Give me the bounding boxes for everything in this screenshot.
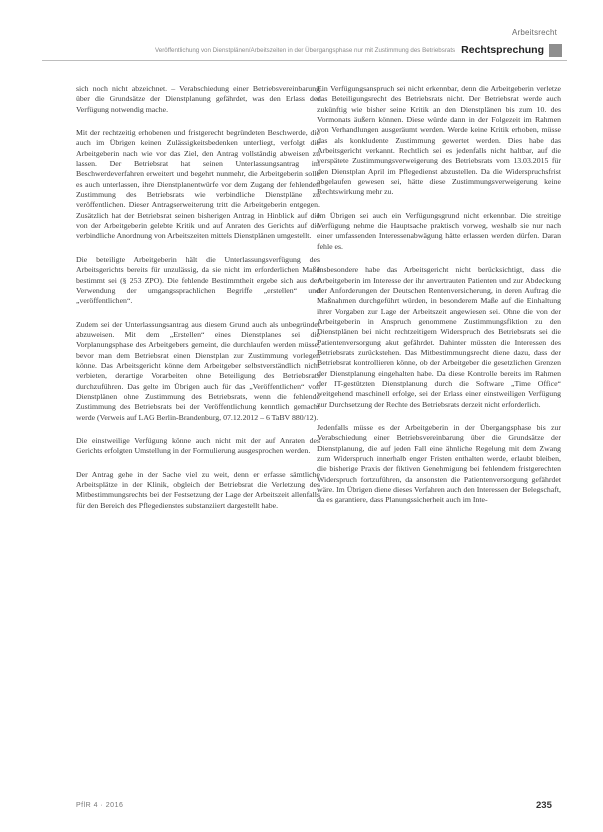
right-paragraph-3: Insbesondere habe das Arbeitsgericht nicht berücksichtigt, dass die Arbeitgeberin im Interesse der ihr anvertrauten Patienten und zur Abdeckung der Anforderungen der Deutschen Rentenversicherung, in deren Auftrag die Maßnahmen durchgeführt würden, in besonderem Maße auf die Einhaltung ihrer Vorgaben zur Lage der Arbeitszeit angewiesen sei. Ohne die von der Arbeitgeberin in Anspruch genommene Zustimmungsfiktion zu den Dienstplänen bei nicht rechtzeitigem Widerspruch des Betriebsrats sei die Patientenversorgung akut gefährdet. Dahinter müssten die Interessen des Betriebsrats zurückstehen. Das Mitbestimmungsrecht diene dazu, dass der Betriebsrat kontrollieren könne, ob der Arbeitgeber die gesetzlichen Grenzen der Dienstplanung eingehalten habe. Da diese Kontrolle bereits im Rahmen der IT-gestützten Dienstplanung durch die Software „Time Office“ weitgehend maschinell erfolge, sei der Erlass einer einstweiligen Verfügung zur Durchsetzung der Rechte des Betriebsrats derzeit nicht erforderlich. [317,265,561,409]
left-column [76,84,320,524]
right-paragraph-2: Im Übrigen sei auch ein Verfügungsgrund nicht erkennbar. Die streitige Verfügung nehme die Hauptsache praktisch vorweg, weshalb sie nur nach einer umfassenden Interessenabwägung hätte erlassen werden dürfen. Daran fehle es. [317,210,561,251]
header-title: Rechtsprechung [461,44,544,56]
header-divider [42,60,567,61]
header-subtitle: Veröffentlichung von Dienstplänen/Arbeitszeiten in der Übergangsphase nur mit Zustimmung des Betriebsrats [154,46,456,54]
left-paragraph-5: Die einstweilige Verfügung könne auch nicht mit der auf Anraten des Gerichts erfolgten Umstellung in der Formulierung ausgesprochen werden. [76,435,320,456]
left-paragraph-2: Mit der rechtzeitig erhobenen und fristgerecht begründeten Beschwerde, die auch im Übrigen keinen Zulässigkeitsbedenken unterliegt, verfolgt die Arbeitgeberin nach wie vor das Ziel, den Antrag vollständig abweisen zu lassen. Der Betriebsrat hat seinen Unterlassungsantrag im Beschwerdeverfahren erweitert und begehrt nunmehr, die Arbeitgeberin solle es auch unterlassen, ihre Dienstplanentwürfe vor dem Zugang der fehlenden Zustimmung des Betriebsrats wie verbindliche Dienstpläne zu veröffentlichen. Dieser Antragserweiterung tritt die Arbeitgeberin entgegen. Zusätzlich hat der Betriebsrat seinen bisherigen Antrag in Hinblick auf die von der Arbeitgeberin gelebte Kritik und auf Anraten des Gerichts auf die verbindliche Anordnung von Arbeitszeiten mittels Dienstplänen umgestellt. [76,128,320,241]
left-paragraph-4: Zudem sei der Unterlassungsantrag aus diesem Grund auch als unbegründet abzuweisen. Mit dem „Erstellen“ eines Dienstplanes sei die Vorplanungsphase des Arbeitgebers gemeint, die durchlaufen werden müsse, bevor man dem Betriebsrat einen Dienstplan zur Zustimmung vorlegen könne. Das Arbeitsgericht könne dem Arbeitgeber selbstverständlich nicht verbieten, derartige Vorarbeiten ohne Beteiligung des Betriebsrats durchzuführen. Das gelte im Übrigen auch für das „Veröffentlichen“ von Dienstplänen ohne Zustimmung des Betriebsrats, wenn die fehlende Zustimmung des Betriebsrats bei der Veröffentlichung kenntlich gemacht werde (Verweis auf LAG Berlin-Brandenburg, 07.12.2012 – 6 TaBV 880/12). [76,319,320,422]
footer-page-number: 235 [536,800,552,811]
right-column [317,84,561,519]
footer-journal: PflR 4 · 2016 [76,802,124,809]
left-paragraph-6: Der Antrag gehe in der Sache viel zu weit, denn er erfasse sämtliche Arbeitsplätze in der Klinik, obgleich der Betriebsrat die Verletzung des Mitbestimmungsrechts bei der Festsetzung der Lage der Arbeitszeit allenfalls für den Bereich des Pflegedienstes substanziiert dargestellt habe. [76,469,320,510]
running-header [42,43,562,57]
right-paragraph-4: Jedenfalls müsse es der Arbeitgeberin in der Übergangsphase bis zur Verabschiedung einer Betriebsvereinbarung über die Grundsätze der Dienstplanung, die auf jeden Fall eine ähnliche Regelung mit dem Zwang zum Widerspruch innerhalb enger Fristen enthalten werde, erlaubt bleiben, die bisherige Praxis der fiktiven Genehmigung bei fehlendem fristgerechten Widerspruch fortzuführen, da ansonsten die Patientenversorgung gefährdet wäre. Im Übrigen diene dieses Verfahren auch den Interessen der Belegschaft, da es garantiere, dass Planungssicherheit auch im Inte- [317,422,561,505]
header-marker-square [549,44,562,57]
left-paragraph-3: Die beteiligte Arbeitgeberin hält die Unterlassungsverfügung des Arbeitsgerichts bereits für unzulässig, da sie nicht im erforderlichen Maße bestimmt sei (§ 253 ZPO). Die fehlende Bestimmtheit ergebe sich aus der Verwendung der umgangssprachlichen Begriffe „erstellen“ und „veröffentlichen“. [76,254,320,306]
section-label: Arbeitsrecht [512,28,558,37]
right-paragraph-1: Ein Verfügungsanspruch sei nicht erkennbar, denn die Arbeitgeberin verletze das Beteiligungsrecht des Betriebsrats nicht. Der Betriebsrat werde auch zukünftig wie bisher seine Kritik an den Dienstplänen bis zum 10. des Vormonats äußern können. Diese würde dann in der Folgezeit im Rahmen von Verhandlungen ausgeräumt werden. Werde keine Kritik erhoben, müsse das als konkludente Zustimmung gewertet werden. Dies habe das Arbeitsgericht verkannt. Rechtlich sei es jedenfalls nicht haltbar, auf die verspätete Zustimmungsverweigerung des Betriebsrats vom 13.03.2015 für den Dienstplan April im Pflegedienst abzustellen. Da die Widerspruchsfrist abgelaufen gewesen sei, hätte diese Zustimmungsverweigerung keine Rechtswirkung mehr zu. [317,84,561,197]
left-paragraph-1: sich noch nicht abzeichnet. – Verabschiedung einer Betriebsvereinbarung über die Grundsätze der Dienstplanung gefährdet, was den Erlass der Verfügung notwendig mache. [76,84,320,114]
